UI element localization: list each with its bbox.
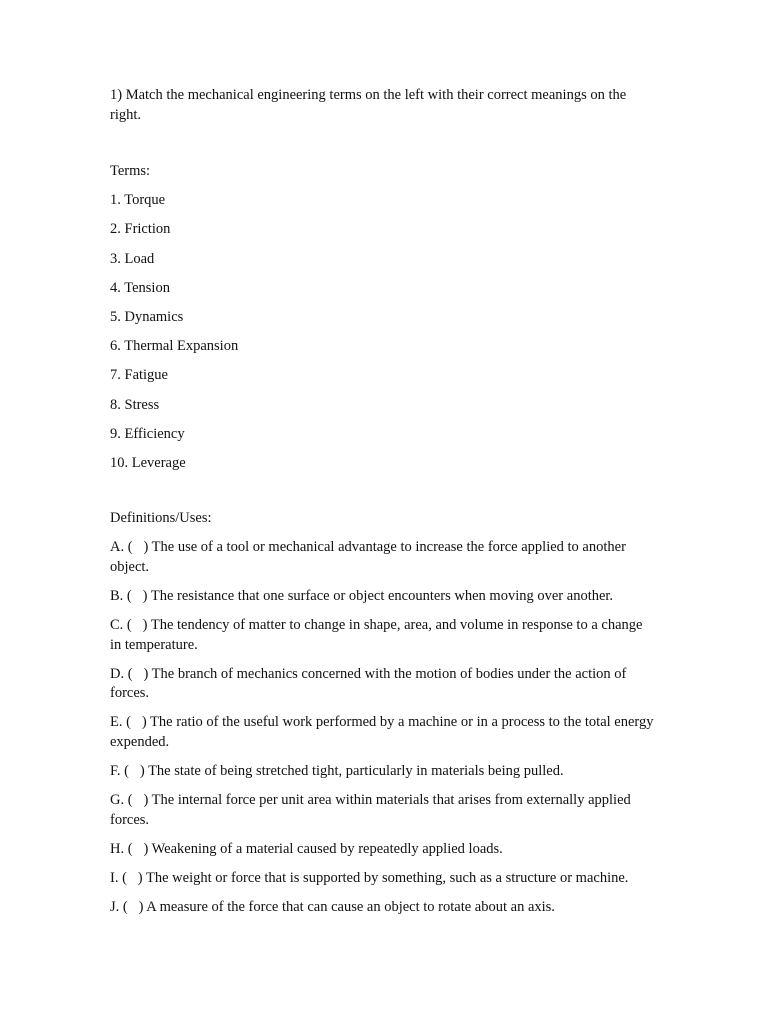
definition-letter: F. xyxy=(110,762,121,779)
definitions-list xyxy=(110,538,655,917)
answer-blank[interactable]: ( ) xyxy=(122,898,144,915)
definition-letter: A. xyxy=(110,539,125,556)
term-item: 5. Dynamics xyxy=(110,308,184,325)
answer-blank[interactable]: ( ) xyxy=(127,840,149,857)
term-item: 4. Tension xyxy=(110,279,170,296)
definition-letter: E. xyxy=(110,714,123,731)
definition-text: The tendency of matter to change in shape, area, and volume in response to a change in temperature. xyxy=(110,617,643,653)
term-item: 9. Efficiency xyxy=(110,425,185,442)
definition-item xyxy=(110,762,655,782)
terms-list xyxy=(110,191,655,473)
definition-item xyxy=(110,713,655,752)
definition-item xyxy=(110,665,655,704)
term-item: 3. Load xyxy=(110,250,155,267)
definition-item xyxy=(110,869,655,889)
definition-letter: I. xyxy=(110,869,119,886)
definition-letter: D. xyxy=(110,665,125,682)
term-item: 1. Torque xyxy=(110,192,166,209)
term-item: 6. Thermal Expansion xyxy=(110,338,239,355)
terms-heading: Terms: xyxy=(110,163,151,179)
definition-item xyxy=(110,616,655,655)
definition-text: The weight or force that is supported by something, such as a structure or machine. xyxy=(146,869,629,886)
term-item: 2. Friction xyxy=(110,221,171,238)
definition-letter: C. xyxy=(110,617,124,634)
answer-blank[interactable]: ( ) xyxy=(126,588,148,605)
definition-item xyxy=(110,791,655,830)
worksheet-page xyxy=(110,86,655,917)
definition-text: The resistance that one surface or object encounters when moving over another. xyxy=(150,588,614,605)
question-prompt: 1) Match the mechanical engineering terms on the left with their correct meanings on the right. xyxy=(110,87,627,123)
definition-text: Weakening of a material caused by repeatedly applied loads. xyxy=(151,840,503,857)
definition-text: The state of being stretched tight, particularly in materials being pulled. xyxy=(148,762,564,779)
answer-blank[interactable]: ( ) xyxy=(126,617,148,634)
definition-text: The use of a tool or mechanical advantage to increase the force applied to another object. xyxy=(110,539,626,575)
definition-item xyxy=(110,587,655,607)
definition-text: A measure of the force that can cause an object to rotate about an axis. xyxy=(146,898,555,915)
answer-blank[interactable]: ( ) xyxy=(127,665,149,682)
definition-letter: G. xyxy=(110,792,125,809)
definition-item xyxy=(110,538,655,577)
answer-blank[interactable]: ( ) xyxy=(124,762,145,779)
definition-letter: H. xyxy=(110,840,125,857)
definition-item xyxy=(110,840,655,860)
definition-text: The branch of mechanics concerned with the motion of bodies under the action of forces. xyxy=(110,665,627,702)
answer-blank[interactable]: ( ) xyxy=(127,792,149,809)
answer-blank[interactable]: ( ) xyxy=(126,714,147,731)
answer-blank[interactable]: ( ) xyxy=(122,869,143,886)
definition-text: The ratio of the useful work performed by a machine or in a process to the total energy expended. xyxy=(110,714,654,750)
term-item: 7. Fatigue xyxy=(110,367,168,384)
definition-item xyxy=(110,898,655,918)
term-item: 8. Stress xyxy=(110,396,160,413)
term-item: 10. Leverage xyxy=(110,454,186,471)
answer-blank[interactable]: ( ) xyxy=(127,539,149,556)
definition-letter: B. xyxy=(110,588,124,605)
definition-text: The internal force per unit area within materials that arises from externally applied forces. xyxy=(110,792,631,828)
definition-letter: J. xyxy=(110,898,120,915)
definitions-heading: Definitions/Uses: xyxy=(110,510,212,527)
